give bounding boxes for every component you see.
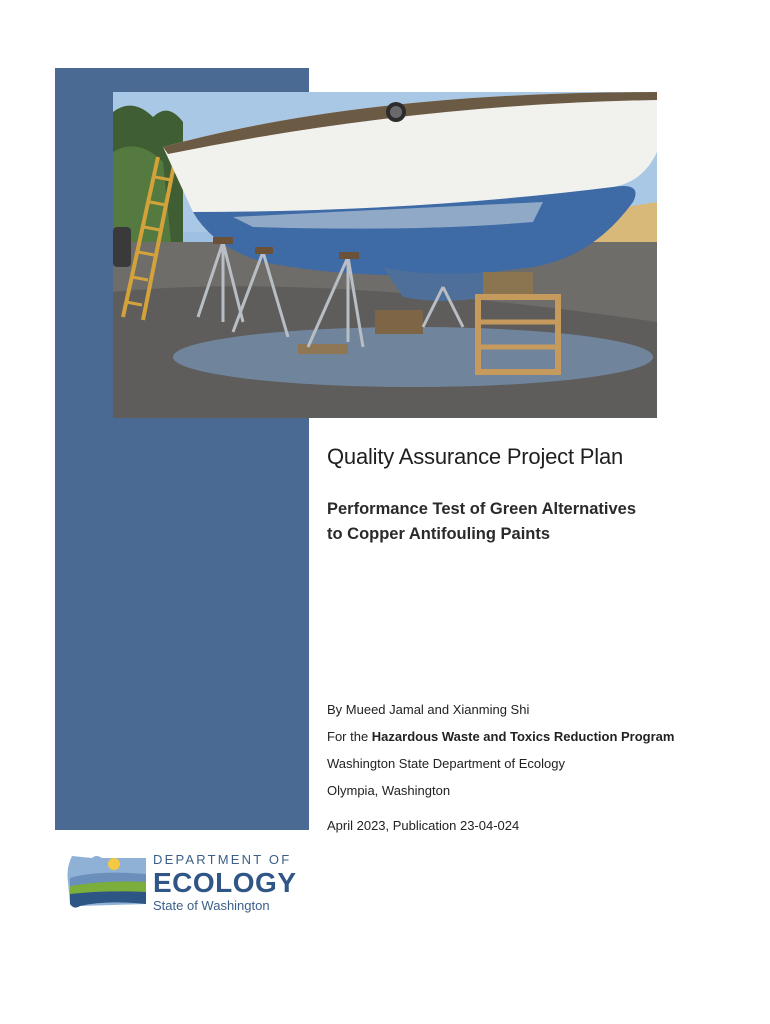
program-prefix: For the	[327, 729, 372, 744]
subtitle-line-1: Performance Test of Green Alternatives	[327, 500, 637, 518]
program-line	[327, 727, 747, 754]
subtitle-line-2: to Copper Antifouling Paints	[327, 525, 551, 543]
washington-state-logo-icon	[66, 852, 148, 914]
authors: By Mueed Jamal and Xianming Shi	[327, 702, 530, 717]
logo-department-of: DEPARTMENT OF	[153, 852, 292, 867]
ecology-logo	[66, 852, 296, 916]
program-name: Hazardous Waste and Toxics Reduction Program	[371, 729, 675, 744]
credits-block	[327, 700, 747, 843]
boat-hull-photo	[113, 92, 657, 418]
document-subtitle	[327, 497, 727, 547]
document-title: Quality Assurance Project Plan	[327, 444, 624, 469]
publication-date: April 2023, Publication 23-04-024	[327, 818, 520, 833]
agency: Washington State Department of Ecology	[327, 756, 565, 771]
logo-wordmark	[153, 852, 297, 913]
location: Olympia, Washington	[327, 783, 451, 798]
logo-state-of-washington: State of Washington	[153, 898, 270, 913]
logo-ecology: ECOLOGY	[153, 867, 297, 898]
